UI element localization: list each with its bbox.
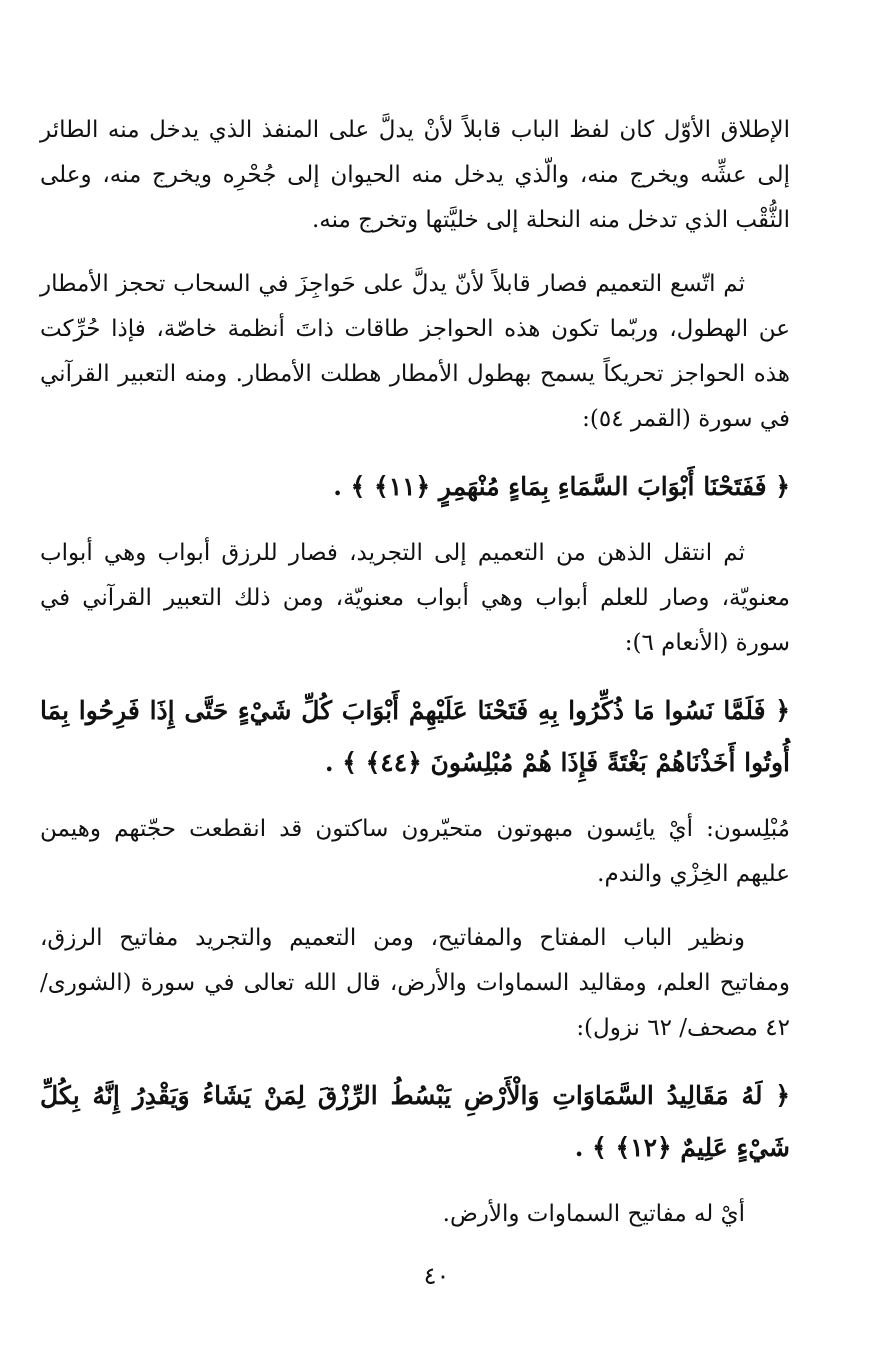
page-body xyxy=(40,108,790,1256)
quran-verse-ash-shura: ﴿ لَهُ مَقَالِيدُ السَّمَاوَاتِ وَالْأَرْضِ يَبْسُطُ الرِّزْقَ لِمَنْ يَشَاءُ وَيَقْدِرُ إِنَّهُ بِكُلِّ شَيْءٍ عَلِيمٌ ﴿١٢﴾ ﴾ . xyxy=(40,1081,790,1162)
page-number: ٤٠ xyxy=(423,1262,450,1290)
paragraph-4: مُبْلِسون: أيْ يائِسون مبهوتون متحيّرون ساكتون قد انقطعت حجّتهم وهيمن عليهم الخِزْي والندم. xyxy=(40,816,790,887)
paragraph-3: ثم انتقل الذهن من التعميم إلى التجريد، فصار للرزق أبواب وهي أبواب معنويّة، وصار للعلم أبواب وهي أبواب معنويّة، ومن ذلك التعبير القرآني في سورة (الأنعام ٦): xyxy=(40,540,790,656)
quran-verse-al-anam: ﴿ فَلَمَّا نَسُوا مَا ذُكِّرُوا بِهِ فَتَحْنَا عَلَيْهِمْ أَبْوَابَ كُلِّ شَيْءٍ حَتَّى إِذَا فَرِحُوا بِمَا أُوتُوا أَخَذْنَاهُمْ بَغْتَةً فَإِذَا هُمْ مُبْلِسُونَ ﴿٤٤﴾ ﴾ . xyxy=(40,696,790,777)
paragraph-1: الإطلاق الأوّل كان لفظ الباب قابلاً لأنْ يدلَّ على المنفذ الذي يدخل منه الطائر إلى عشِّه ويخرج منه، والّذي يدخل منه الحيوان إلى جُحْرِه ويخرج منه، وعلى الثُّقْب الذي تدخل منه النحلة إلى خليَّتها وتخرج منه. xyxy=(40,117,790,233)
quran-verse-al-qamar: ﴿ فَفَتَحْنَا أَبْوَابَ السَّمَاءِ بِمَاءٍ مُنْهَمِرٍ ﴿١١﴾ ﴾ . xyxy=(333,472,790,501)
paragraph-2: ثم اتّسع التعميم فصار قابلاً لأنّ يدلَّ على حَواجِزَ في السحاب تحجز الأمطار عن الهطول، وربّما تكون هذه الحواجز طاقات ذاتَ أنظمة خاصّة، فإذا حُرِّكت هذه الحواجز تحريكاً يسمح بهطول الأمطار هطلت الأمطار. ومنه التعبير القرآني في سورة (القمر ٥٤): xyxy=(40,271,790,432)
paragraph-6: أيْ له مفاتيح السماوات والأرض. xyxy=(442,1201,745,1227)
paragraph-5: ونظير الباب المفتاح والمفاتيح، ومن التعميم والتجريد مفاتيح الرزق، ومفاتيح العلم، ومقاليد السماوات والأرض، قال الله تعالى في سورة (الشورى/ ٤٢ مصحف/ ٦٢ نزول): xyxy=(40,925,790,1041)
